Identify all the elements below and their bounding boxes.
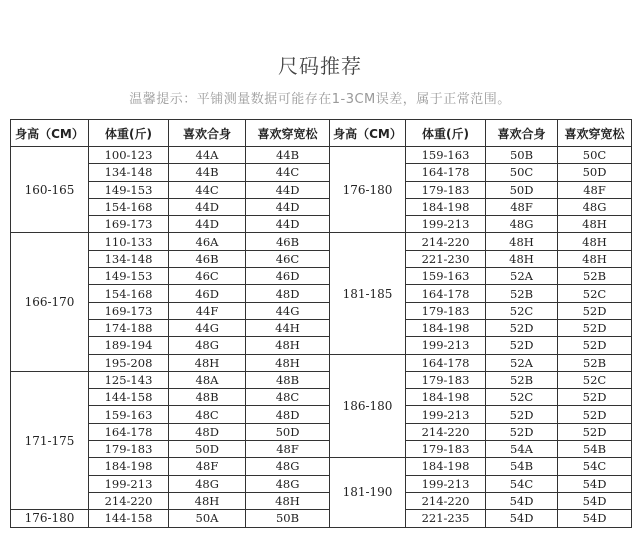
weight-cell: 159-163 — [89, 406, 169, 423]
fit-size-cell: 44G — [169, 319, 246, 336]
weight-cell: 164-178 — [406, 164, 486, 181]
loose-size-cell: 44D — [246, 216, 330, 233]
fit-size-cell: 48H — [486, 250, 558, 267]
height-range-cell: 176-180 — [11, 510, 89, 527]
loose-size-cell: 48H — [246, 492, 330, 509]
weight-cell: 184-198 — [89, 458, 169, 475]
loose-size-cell: 50C — [558, 147, 632, 164]
loose-size-cell: 46C — [246, 250, 330, 267]
header-height-left: 身高（CM） — [11, 120, 89, 147]
weight-cell: 179-183 — [406, 181, 486, 198]
loose-size-cell: 44B — [246, 147, 330, 164]
loose-size-cell: 44D — [246, 198, 330, 215]
fit-size-cell: 44D — [169, 198, 246, 215]
loose-size-cell: 54C — [558, 458, 632, 475]
weight-cell: 154-168 — [89, 198, 169, 215]
weight-cell: 159-163 — [406, 147, 486, 164]
height-range-cell: 166-170 — [11, 233, 89, 371]
table-row — [11, 406, 632, 423]
loose-size-cell: 48B — [246, 371, 330, 388]
fit-size-cell: 52D — [486, 406, 558, 423]
fit-size-cell: 44D — [169, 216, 246, 233]
height-range-cell: 171-175 — [11, 371, 89, 509]
loose-size-cell: 52D — [558, 302, 632, 319]
size-chart-table — [10, 119, 632, 528]
weight-cell: 169-173 — [89, 302, 169, 319]
loose-size-cell: 52C — [558, 371, 632, 388]
table-row — [11, 423, 632, 440]
table-row — [11, 147, 632, 164]
loose-size-cell: 48D — [246, 285, 330, 302]
loose-size-cell: 50B — [246, 510, 330, 527]
table-row — [11, 389, 632, 406]
weight-cell: 174-188 — [89, 319, 169, 336]
fit-size-cell: 48B — [169, 389, 246, 406]
fit-size-cell: 54A — [486, 441, 558, 458]
table-row — [11, 492, 632, 509]
weight-cell: 184-198 — [406, 458, 486, 475]
fit-size-cell: 52A — [486, 268, 558, 285]
table-row — [11, 510, 632, 527]
weight-cell: 199-213 — [406, 216, 486, 233]
height-range-cell: 181-185 — [330, 233, 406, 354]
fit-size-cell: 52B — [486, 371, 558, 388]
weight-cell: 184-198 — [406, 319, 486, 336]
header-fit-right: 喜欢合身 — [486, 120, 558, 147]
header-loose-right: 喜欢穿宽松 — [558, 120, 632, 147]
loose-size-cell: 48H — [558, 233, 632, 250]
table-row — [11, 319, 632, 336]
weight-cell: 179-183 — [89, 441, 169, 458]
weight-cell: 144-158 — [89, 389, 169, 406]
fit-size-cell: 54C — [486, 475, 558, 492]
fit-size-cell: 46B — [169, 250, 246, 267]
fit-size-cell: 48G — [169, 337, 246, 354]
table-row — [11, 302, 632, 319]
loose-size-cell: 44C — [246, 164, 330, 181]
fit-size-cell: 52D — [486, 337, 558, 354]
header-weight-left: 体重(斤) — [89, 120, 169, 147]
loose-size-cell: 54D — [558, 475, 632, 492]
loose-size-cell: 50D — [246, 423, 330, 440]
weight-cell: 125-143 — [89, 371, 169, 388]
height-range-cell: 160-165 — [11, 147, 89, 233]
loose-size-cell: 54D — [558, 492, 632, 509]
weight-cell: 169-173 — [89, 216, 169, 233]
weight-cell: 214-220 — [406, 423, 486, 440]
loose-size-cell: 44H — [246, 319, 330, 336]
loose-size-cell: 52D — [558, 423, 632, 440]
fit-size-cell: 50B — [486, 147, 558, 164]
loose-size-cell: 52D — [558, 337, 632, 354]
header-weight-right: 体重(斤) — [406, 120, 486, 147]
weight-cell: 149-153 — [89, 181, 169, 198]
fit-size-cell: 48H — [486, 233, 558, 250]
weight-cell: 164-178 — [89, 423, 169, 440]
loose-size-cell: 46D — [246, 268, 330, 285]
loose-size-cell: 48H — [558, 250, 632, 267]
fit-size-cell: 48H — [169, 354, 246, 371]
fit-size-cell: 48D — [169, 423, 246, 440]
table-row — [11, 233, 632, 250]
weight-cell: 199-213 — [406, 337, 486, 354]
weight-cell: 179-183 — [406, 441, 486, 458]
weight-cell: 199-213 — [406, 475, 486, 492]
weight-cell: 164-178 — [406, 285, 486, 302]
loose-size-cell: 48G — [246, 458, 330, 475]
table-header-row — [11, 120, 632, 147]
loose-size-cell: 52D — [558, 406, 632, 423]
weight-cell: 149-153 — [89, 268, 169, 285]
fit-size-cell: 44A — [169, 147, 246, 164]
fit-size-cell: 50D — [169, 441, 246, 458]
loose-size-cell: 54D — [558, 510, 632, 527]
loose-size-cell: 52B — [558, 354, 632, 371]
loose-size-cell: 50D — [558, 164, 632, 181]
table-row — [11, 216, 632, 233]
loose-size-cell: 52C — [558, 285, 632, 302]
fit-size-cell: 48F — [169, 458, 246, 475]
loose-size-cell: 52D — [558, 319, 632, 336]
table-row — [11, 458, 632, 475]
fit-size-cell: 48F — [486, 198, 558, 215]
page-title: 尺码推荐 — [278, 54, 362, 78]
loose-size-cell: 48F — [558, 181, 632, 198]
header-loose-left: 喜欢穿宽松 — [246, 120, 330, 147]
weight-cell: 159-163 — [406, 268, 486, 285]
weight-cell: 214-220 — [406, 492, 486, 509]
size-chart-body — [11, 147, 632, 528]
fit-size-cell: 48G — [169, 475, 246, 492]
header-height-right: 身高（CM） — [330, 120, 406, 147]
weight-cell: 179-183 — [406, 371, 486, 388]
loose-size-cell: 48D — [246, 406, 330, 423]
fit-size-cell: 46C — [169, 268, 246, 285]
height-range-cell: 186-180 — [330, 354, 406, 458]
fit-size-cell: 50C — [486, 164, 558, 181]
weight-cell: 134-148 — [89, 164, 169, 181]
weight-cell: 100-123 — [89, 147, 169, 164]
height-range-cell: 176-180 — [330, 147, 406, 233]
loose-size-cell: 44G — [246, 302, 330, 319]
fit-size-cell: 54B — [486, 458, 558, 475]
fit-size-cell: 46A — [169, 233, 246, 250]
loose-size-cell: 48F — [246, 441, 330, 458]
fit-size-cell: 44F — [169, 302, 246, 319]
loose-size-cell: 48G — [558, 198, 632, 215]
loose-size-cell: 54B — [558, 441, 632, 458]
loose-size-cell: 48H — [558, 216, 632, 233]
loose-size-cell: 52B — [558, 268, 632, 285]
height-range-cell: 181-190 — [330, 458, 406, 527]
loose-size-cell: 44D — [246, 181, 330, 198]
weight-cell: 189-194 — [89, 337, 169, 354]
fit-size-cell: 44B — [169, 164, 246, 181]
fit-size-cell: 54D — [486, 492, 558, 509]
fit-size-cell: 52D — [486, 319, 558, 336]
table-row — [11, 181, 632, 198]
fit-size-cell: 48C — [169, 406, 246, 423]
weight-cell: 184-198 — [406, 389, 486, 406]
table-row — [11, 354, 632, 371]
fit-size-cell: 52C — [486, 302, 558, 319]
loose-size-cell: 48C — [246, 389, 330, 406]
weight-cell: 214-220 — [89, 492, 169, 509]
table-row — [11, 198, 632, 215]
fit-size-cell: 54D — [486, 510, 558, 527]
table-row — [11, 441, 632, 458]
table-row — [11, 475, 632, 492]
fit-size-cell: 52C — [486, 389, 558, 406]
fit-size-cell: 52B — [486, 285, 558, 302]
page-subtitle: 温馨提示：平铺测量数据可能存在1-3CM误差，属于正常范围。 — [129, 92, 511, 107]
weight-cell: 214-220 — [406, 233, 486, 250]
weight-cell: 199-213 — [406, 406, 486, 423]
fit-size-cell: 52D — [486, 423, 558, 440]
loose-size-cell: 48H — [246, 354, 330, 371]
weight-cell: 110-133 — [89, 233, 169, 250]
weight-cell: 195-208 — [89, 354, 169, 371]
loose-size-cell: 52D — [558, 389, 632, 406]
weight-cell: 134-148 — [89, 250, 169, 267]
weight-cell: 221-230 — [406, 250, 486, 267]
weight-cell: 221-235 — [406, 510, 486, 527]
fit-size-cell: 48A — [169, 371, 246, 388]
table-row — [11, 371, 632, 388]
table-row — [11, 285, 632, 302]
fit-size-cell: 48H — [169, 492, 246, 509]
fit-size-cell: 52A — [486, 354, 558, 371]
fit-size-cell: 50A — [169, 510, 246, 527]
fit-size-cell: 48G — [486, 216, 558, 233]
header-fit-left: 喜欢合身 — [169, 120, 246, 147]
weight-cell: 199-213 — [89, 475, 169, 492]
weight-cell: 164-178 — [406, 354, 486, 371]
fit-size-cell: 44C — [169, 181, 246, 198]
weight-cell: 144-158 — [89, 510, 169, 527]
loose-size-cell: 48H — [246, 337, 330, 354]
weight-cell: 184-198 — [406, 198, 486, 215]
table-row — [11, 337, 632, 354]
weight-cell: 154-168 — [89, 285, 169, 302]
fit-size-cell: 46D — [169, 285, 246, 302]
fit-size-cell: 50D — [486, 181, 558, 198]
table-row — [11, 268, 632, 285]
loose-size-cell: 46B — [246, 233, 330, 250]
table-row — [11, 250, 632, 267]
weight-cell: 179-183 — [406, 302, 486, 319]
table-row — [11, 164, 632, 181]
loose-size-cell: 48G — [246, 475, 330, 492]
